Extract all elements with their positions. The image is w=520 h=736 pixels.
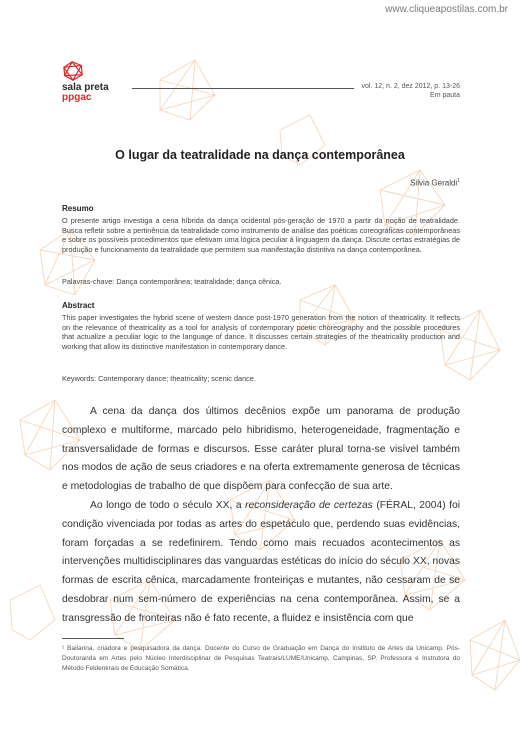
journal-name: sala preta — [62, 82, 109, 93]
resumo-text: O presente artigo investiga a cena híbrida da dança ocidental pós-geração de 1970 a partir da noção de teatralidade. Busca refletir sobre a pertinência da teatralidade como instrumento de análise das poéticas coreográficas contemporâneas e sobre os possíveis procedimentos que efetivam uma lógica peculiar à linguagem da dança. Discute certas estratégias de produção e funcionamento da teatralidade que permitem sua manifestação distintiva na dança contemporânea. — [62, 216, 460, 254]
header-divider — [132, 88, 354, 89]
body-paragraph-1: A cena da dança dos últimos decênios expõe um panorama de produção complexo e multiforme, marcado pelo hibridismo, heterogeneidade, fragmentação e transversalidade de formas e discursos. Esse caráter plural torna-se visível também nos modos de ação de seus criadores e na oferta extremamente generosa de técnicas e metodologias de trabalho de que dispõem para confecção de sua arte. — [62, 406, 460, 493]
body-p2-rest: (FÉRAL, 2004) foi condição vivenciada por todas as artes do espetáculo que, perdendo suas evidências, foram forçadas a se redefinirem. Tendo como mais recuados acontecimentos as intervenções multidisciplinares das vanguardas estéticas do início do século XX, novas formas de escrita cênica, marcadamente fronteiriças e mutantes, não cessaram de se desdobrar num sem-número de experiências na cena contemporânea. Assim, se a transgressão de fronteiras não é fato recente, a fluidez e insistência com que — [62, 499, 460, 624]
article-body — [62, 403, 460, 629]
journal-logo — [62, 60, 122, 103]
resumo-keywords: Palavras-chave: Dança contemporânea; teatralidade; dança cênica. — [62, 277, 282, 286]
logo-mark-icon — [62, 60, 84, 82]
journal-program: ppgac — [62, 92, 92, 103]
citation-line: vol. 12, n. 2, dez 2012, p. 13-26 — [361, 83, 460, 90]
author-note-mark: 1 — [457, 178, 460, 184]
abstract-text: This paper investigates the hybrid scene of western dance post-1970 generation from the notion of theatricality. It reflects on the relevance of theatricality as a tool for analysis of contemporary poetic choreography and the possible procedures that actualize a peculiar logic to the language of dance. It discusses certain strategies of the theatricality production and working that allow its distinctive manifestation in contemporary dance. — [62, 313, 460, 351]
citation-block — [362, 82, 460, 100]
author-line — [410, 178, 460, 188]
footnote-divider — [62, 638, 124, 639]
footnote-text: ¹ Bailarina, criadora e pesquisadora da dança. Docente do Curso de Graduação em Dança do Instituto de Artes da Unicamp. Pós-Doutoranda em Artes pelo Núcleo Interdisciplinar de Pesquisas Teatrais/LUME/Unicamp, Campinas, SP. Professora e Instrutora do Método Feldenkrais de Educação Somática. — [62, 645, 460, 672]
body-p2-start: Ao longo de todo o século XX, a — [90, 499, 246, 511]
article-title: O lugar da teatralidade na dança contemporânea — [115, 148, 405, 162]
site-url: www.cliqueapostilas.com.br — [385, 4, 508, 15]
section-label: Em pauta — [430, 92, 460, 99]
body-paragraph-2 — [62, 497, 460, 629]
abstract-keywords: Keywords: Contemporary dance; theatricality; scenic dance. — [62, 374, 256, 383]
author-name: Silvia Geraldi — [410, 178, 458, 188]
abstract-heading: Abstract — [62, 301, 95, 310]
resumo-heading: Resumo — [62, 204, 94, 213]
body-p2-emphasis: reconsideração de certezas — [245, 499, 373, 511]
